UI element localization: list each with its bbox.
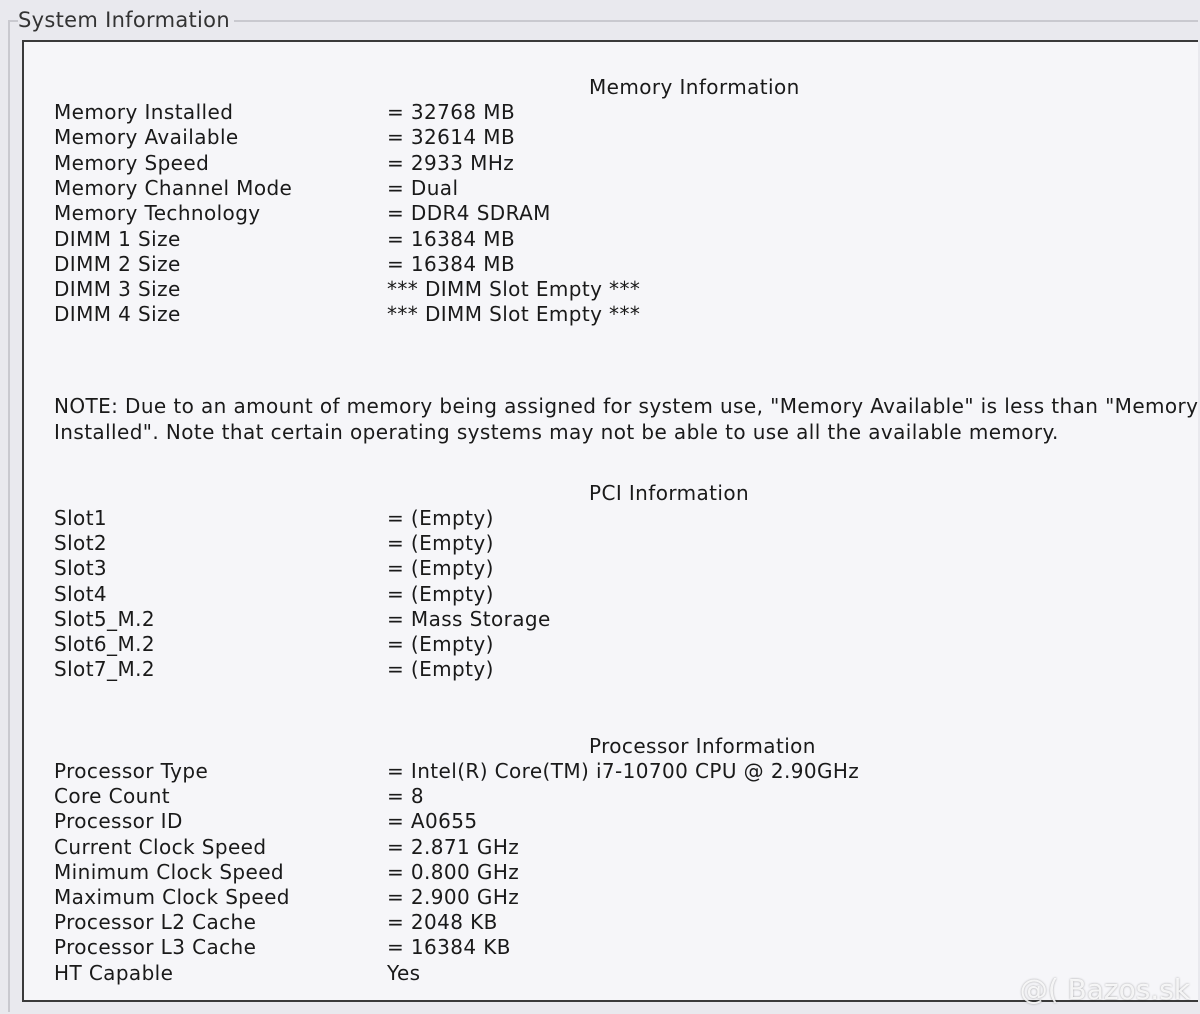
memory-value: *** DIMM Slot Empty *** [387, 302, 641, 327]
pci-label: Slot6_M.2 [54, 632, 155, 656]
watermark: @( Bazos.sk [1019, 973, 1190, 1006]
memory-label: DIMM 3 Size [54, 277, 181, 302]
processor-label: Processor Type [54, 759, 209, 783]
pci-value: = (Empty) [387, 657, 494, 682]
memory-label: Memory Technology [54, 201, 261, 226]
processor-value: = 2.900 GHz [387, 885, 520, 909]
memory-label: Memory Available [54, 125, 239, 150]
pci-value: = (Empty) [387, 556, 494, 581]
processor-label: Processor L2 Cache [54, 910, 257, 935]
memory-label: Memory Channel Mode [54, 175, 293, 200]
pci-value: = (Empty) [387, 632, 494, 656]
processor-label: Processor ID [54, 809, 183, 834]
memory-value: = 2933 MHz [387, 150, 515, 175]
pci-label: Slot3 [54, 556, 108, 581]
pci-label: Slot2 [54, 531, 108, 556]
memory-value: = 32614 MB [387, 125, 516, 150]
memory-label: DIMM 1 Size [54, 226, 181, 251]
processor-value: = 8 [387, 784, 425, 809]
memory-note: NOTE: Due to an amount of memory being assigned for system use, "Memory Available" is less than "Memory Installed". Note that certain operating systems may not be able to use all the available memory. [54, 394, 1199, 444]
processor-label: Maximum Clock Speed [54, 885, 290, 909]
memory-label: Memory Speed [54, 150, 210, 175]
processor-value: = A0655 [387, 809, 478, 834]
memory-value: *** DIMM Slot Empty *** [387, 277, 641, 302]
processor-section-title: Processor Information [589, 734, 816, 758]
pci-value: = Mass Storage [387, 606, 551, 631]
memory-label: DIMM 4 Size [54, 302, 181, 327]
processor-value: Yes [387, 960, 421, 985]
pci-value: = (Empty) [387, 506, 494, 530]
processor-value: = 2048 KB [387, 910, 498, 935]
processor-label: Core Count [54, 784, 171, 809]
memory-label: DIMM 2 Size [54, 251, 181, 276]
pci-value: = (Empty) [387, 581, 494, 606]
info-panel [22, 40, 1198, 1002]
pci-label: Slot1 [54, 506, 108, 530]
processor-value: = 16384 KB [387, 935, 511, 960]
memory-value: = 32768 MB [387, 100, 516, 124]
pci-label: Slot7_M.2 [54, 657, 155, 682]
memory-label: Memory Installed [54, 100, 234, 124]
pci-section-title: PCI Information [589, 481, 750, 505]
processor-label: Minimum Clock Speed [54, 859, 285, 884]
pci-label: Slot5_M.2 [54, 606, 155, 631]
memory-value: = 16384 MB [387, 251, 516, 276]
memory-value: = 16384 MB [387, 226, 516, 251]
pci-value: = (Empty) [387, 531, 494, 556]
processor-value: = Intel(R) Core(TM) i7-10700 CPU @ 2.90GHz [387, 759, 860, 783]
memory-value: = Dual [387, 175, 459, 200]
pci-label: Slot4 [54, 581, 108, 606]
group-title: System Information [18, 8, 234, 32]
processor-label: Current Clock Speed [54, 834, 267, 859]
processor-label: HT Capable [54, 960, 174, 985]
processor-value: = 0.800 GHz [387, 859, 520, 884]
processor-value: = 2.871 GHz [387, 834, 520, 859]
memory-value: = DDR4 SDRAM [387, 201, 551, 226]
processor-label: Processor L3 Cache [54, 935, 257, 960]
memory-section-title: Memory Information [589, 75, 800, 99]
